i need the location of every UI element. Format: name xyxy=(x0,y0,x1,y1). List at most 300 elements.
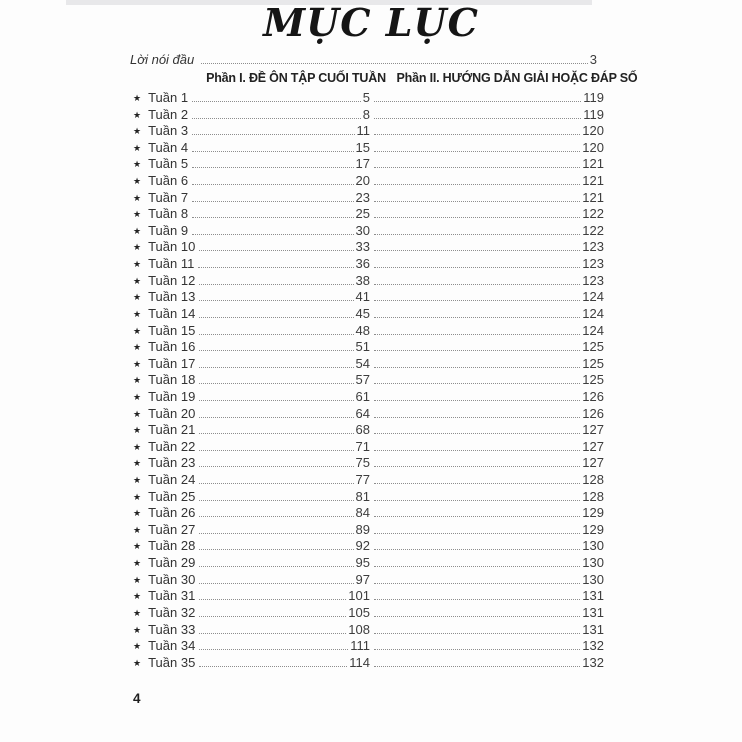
star-icon: ★ xyxy=(133,491,142,502)
dot-leader xyxy=(374,450,580,451)
dot-leader xyxy=(199,300,353,301)
toc-entry-page-part1: 54 xyxy=(355,355,370,371)
toc-row-part1-cell xyxy=(133,256,370,273)
toc-entry-page-part1: 114 xyxy=(349,654,370,670)
dot-leader xyxy=(374,134,580,135)
toc-row xyxy=(133,622,604,639)
toc-row xyxy=(133,389,604,406)
dot-leader xyxy=(374,217,580,218)
toc-row xyxy=(133,190,604,207)
toc-entry-page-part1: 15 xyxy=(355,139,370,155)
toc-entry-page-part1: 68 xyxy=(355,422,370,438)
toc-entry-page-part1: 23 xyxy=(355,189,370,205)
toc-entry-page-part1: 51 xyxy=(355,339,370,355)
toc-entry-page-part2: 127 xyxy=(582,455,604,471)
toc-entry-page-part2: 121 xyxy=(582,189,604,205)
toc-row-part2-cell xyxy=(370,239,604,256)
toc-entry-page-part1: 57 xyxy=(355,372,370,388)
dot-leader xyxy=(374,583,580,584)
toc-row-part2-cell xyxy=(370,90,604,107)
toc-entry-page-part2: 131 xyxy=(582,588,604,604)
toc-row xyxy=(133,505,604,522)
toc-row-part1-cell xyxy=(133,140,370,157)
toc-row-part2-cell xyxy=(370,538,604,555)
toc-row-part2-cell xyxy=(370,339,604,356)
toc-row-part1-cell xyxy=(133,505,370,522)
toc-row-part1-cell xyxy=(133,472,370,489)
toc-row-part2-cell xyxy=(370,422,604,439)
toc-row-part1-cell xyxy=(133,572,370,589)
toc-entry-page-part2: 119 xyxy=(583,106,604,122)
toc-entry-page-part2: 123 xyxy=(582,256,604,272)
dot-leader xyxy=(199,633,346,634)
toc-row xyxy=(133,123,604,140)
toc-row-part1-cell xyxy=(133,156,370,173)
toc-entry-label: Tuần 10 xyxy=(148,239,196,255)
star-icon: ★ xyxy=(133,591,142,602)
toc-entry-page-part2: 124 xyxy=(582,305,604,321)
toc-entry-page-part1: 92 xyxy=(355,538,370,554)
dot-leader xyxy=(374,284,580,285)
star-icon: ★ xyxy=(133,192,142,203)
toc-entry-label: Tuần 29 xyxy=(148,555,196,571)
dot-leader xyxy=(374,516,580,517)
star-icon: ★ xyxy=(133,624,142,635)
toc-row xyxy=(133,273,604,290)
star-icon: ★ xyxy=(133,607,142,618)
dot-leader xyxy=(192,134,354,135)
toc-entry-label: Tuần 6 xyxy=(148,173,189,189)
toc-entry-page-part2: 130 xyxy=(582,538,604,554)
toc-entry-label: Tuần 15 xyxy=(148,322,196,338)
dot-leader xyxy=(374,234,580,235)
toc-entry-label: Tuần 8 xyxy=(148,206,189,222)
dot-leader xyxy=(192,234,353,235)
toc-entry-label: Tuần 23 xyxy=(148,455,196,471)
toc-entry-label: Tuần 13 xyxy=(148,289,196,305)
dot-leader xyxy=(374,201,580,202)
toc-row-part2-cell xyxy=(370,173,604,190)
toc-row-part2-cell xyxy=(370,622,604,639)
toc-entry-label: Tuần 28 xyxy=(148,538,196,554)
toc-row xyxy=(133,572,604,589)
toc-entry-label: Tuần 27 xyxy=(148,521,196,537)
dot-leader xyxy=(199,317,353,318)
dot-leader xyxy=(199,599,346,600)
toc-entry-label: Tuần 3 xyxy=(148,123,189,139)
dot-leader xyxy=(374,633,580,634)
dot-leader xyxy=(374,400,580,401)
toc-entry-page-part2: 127 xyxy=(582,438,604,454)
toc-row-part2-cell xyxy=(370,223,604,240)
star-icon: ★ xyxy=(133,524,142,535)
toc-row-part2-cell xyxy=(370,156,604,173)
toc-entry-page-part1: 48 xyxy=(355,322,370,338)
dot-leader xyxy=(199,583,353,584)
toc-entry-page-part2: 119 xyxy=(583,90,604,105)
star-icon: ★ xyxy=(133,209,142,220)
toc-row-part1-cell xyxy=(133,123,370,140)
toc-entry-page-part1: 97 xyxy=(355,571,370,587)
toc-row-part1-cell xyxy=(133,622,370,639)
preface-page-number: 3 xyxy=(589,52,597,67)
toc-row-part1-cell xyxy=(133,90,370,107)
dot-leader xyxy=(199,433,353,434)
dot-leader xyxy=(374,483,580,484)
dot-leader xyxy=(374,500,580,501)
dot-leader xyxy=(374,300,580,301)
dot-leader xyxy=(199,334,353,335)
preface-label: Lời nói đầu xyxy=(130,52,195,67)
toc-row xyxy=(133,455,604,472)
toc-row-part2-cell xyxy=(370,439,604,456)
toc-row-part2-cell xyxy=(370,472,604,489)
toc-entry-page-part1: 8 xyxy=(362,106,370,122)
toc-row xyxy=(133,638,604,655)
toc-entry-page-part2: 124 xyxy=(582,322,604,338)
toc-row xyxy=(133,306,604,323)
star-icon: ★ xyxy=(133,657,142,668)
star-icon: ★ xyxy=(133,508,142,519)
dot-leader xyxy=(374,334,580,335)
toc-row-part2-cell xyxy=(370,522,604,539)
dot-leader xyxy=(374,250,580,251)
toc-entry-page-part1: 38 xyxy=(355,272,370,288)
toc-entry-label: Tuần 35 xyxy=(148,654,196,670)
dot-leader xyxy=(374,101,581,102)
toc-row-part1-cell xyxy=(133,190,370,207)
toc-row-part2-cell xyxy=(370,140,604,157)
toc-entry-page-part1: 105 xyxy=(348,604,370,620)
toc-row xyxy=(133,489,604,506)
toc-entry-label: Tuần 19 xyxy=(148,388,196,404)
dot-leader xyxy=(374,533,580,534)
toc-row-part1-cell xyxy=(133,489,370,506)
toc-row xyxy=(133,555,604,572)
toc-entry-page-part2: 131 xyxy=(582,621,604,637)
dot-leader xyxy=(374,433,580,434)
toc-row-part2-cell xyxy=(370,306,604,323)
dot-leader xyxy=(374,167,580,168)
toc-row xyxy=(133,439,604,456)
toc-row-part2-cell xyxy=(370,323,604,340)
toc-row-part1-cell xyxy=(133,555,370,572)
dot-leader xyxy=(199,666,347,667)
toc-row xyxy=(133,156,604,173)
toc-row-part2-cell xyxy=(370,455,604,472)
toc-row-part1-cell xyxy=(133,406,370,423)
star-icon: ★ xyxy=(133,142,142,153)
toc-row-part1-cell xyxy=(133,455,370,472)
toc-row xyxy=(133,90,604,107)
toc-row-part2-cell xyxy=(370,555,604,572)
toc-row-part2-cell xyxy=(370,356,604,373)
toc-row xyxy=(133,655,604,672)
toc-row-part1-cell xyxy=(133,655,370,672)
toc-entry-page-part2: 126 xyxy=(582,405,604,421)
toc-row-part2-cell xyxy=(370,406,604,423)
toc-entry-page-part1: 20 xyxy=(355,173,370,189)
toc-row-part1-cell xyxy=(133,323,370,340)
star-icon: ★ xyxy=(133,425,142,436)
toc-row-part2-cell xyxy=(370,123,604,140)
toc-row-part1-cell xyxy=(133,223,370,240)
toc-entry-label: Tuần 33 xyxy=(148,621,196,637)
toc-entry-label: Tuần 16 xyxy=(148,339,196,355)
star-icon: ★ xyxy=(133,641,142,652)
toc-entry-page-part2: 125 xyxy=(582,355,604,371)
toc-entry-page-part1: 84 xyxy=(355,505,370,521)
dot-leader xyxy=(192,217,353,218)
toc-entry-page-part1: 45 xyxy=(355,305,370,321)
toc-entry-page-part2: 121 xyxy=(582,173,604,189)
star-icon: ★ xyxy=(133,408,142,419)
star-icon: ★ xyxy=(133,558,142,569)
toc-row xyxy=(133,289,604,306)
dot-leader xyxy=(374,566,580,567)
toc-entry-page-part2: 132 xyxy=(582,654,604,670)
toc-entry-label: Tuần 34 xyxy=(148,638,196,654)
star-icon: ★ xyxy=(133,325,142,336)
toc-row-part1-cell xyxy=(133,339,370,356)
toc-row-part1-cell xyxy=(133,372,370,389)
toc-row-part1-cell xyxy=(133,638,370,655)
toc-entry-label: Tuần 21 xyxy=(148,422,196,438)
toc-entry-page-part2: 131 xyxy=(582,604,604,620)
toc-entry-page-part2: 122 xyxy=(582,206,604,222)
toc-entry-label: Tuần 25 xyxy=(148,488,196,504)
star-icon: ★ xyxy=(133,292,142,303)
dot-leader xyxy=(199,450,353,451)
toc-entry-page-part2: 132 xyxy=(582,638,604,654)
toc-entry-label: Tuần 31 xyxy=(148,588,196,604)
toc-entry-page-part2: 128 xyxy=(582,488,604,504)
dot-leader xyxy=(199,500,353,501)
toc-row-part1-cell xyxy=(133,439,370,456)
dot-leader xyxy=(374,367,580,368)
dot-leader xyxy=(199,566,353,567)
toc-row xyxy=(133,605,604,622)
star-icon: ★ xyxy=(133,93,142,103)
toc-entry-label: Tuần 24 xyxy=(148,472,196,488)
column-header-part1: Phần I. ĐỀ ÔN TẬP CUỐI TUẦN xyxy=(206,71,386,85)
toc-row-part2-cell xyxy=(370,206,604,223)
dot-leader xyxy=(199,284,353,285)
toc-row xyxy=(133,372,604,389)
toc-entry-page-part1: 41 xyxy=(355,289,370,305)
toc-row-part2-cell xyxy=(370,605,604,622)
toc-entry-page-part1: 81 xyxy=(355,488,370,504)
star-icon: ★ xyxy=(133,159,142,170)
toc-row-part1-cell xyxy=(133,289,370,306)
toc-row-part1-cell xyxy=(133,206,370,223)
toc-entry-page-part2: 129 xyxy=(582,505,604,521)
dot-leader xyxy=(192,151,353,152)
toc-row xyxy=(133,256,604,273)
dot-leader xyxy=(199,533,353,534)
dot-leader xyxy=(374,350,580,351)
star-icon: ★ xyxy=(133,176,142,187)
toc-row-part1-cell xyxy=(133,522,370,539)
star-icon: ★ xyxy=(133,475,142,486)
toc-entry-label: Tuần 14 xyxy=(148,305,196,321)
toc-entry-page-part1: 95 xyxy=(355,555,370,571)
toc-entry-page-part1: 30 xyxy=(355,222,370,238)
toc-entry-page-part1: 5 xyxy=(362,90,370,105)
dot-leader xyxy=(374,466,580,467)
toc-entry-label: Tuần 12 xyxy=(148,272,196,288)
toc-entry-page-part1: 61 xyxy=(355,388,370,404)
dot-leader xyxy=(374,616,580,617)
toc-row xyxy=(133,588,604,605)
toc-row-part2-cell xyxy=(370,289,604,306)
toc-entry-page-part2: 128 xyxy=(582,472,604,488)
dot-leader xyxy=(374,151,580,152)
toc-row-part1-cell xyxy=(133,273,370,290)
toc-row-part1-cell xyxy=(133,173,370,190)
dot-leader xyxy=(374,118,581,119)
toc-row-part2-cell xyxy=(370,273,604,290)
toc-row xyxy=(133,206,604,223)
toc-row-part2-cell xyxy=(370,655,604,672)
dot-leader xyxy=(374,267,580,268)
toc-entry-page-part1: 101 xyxy=(348,588,370,604)
toc-row-part1-cell xyxy=(133,306,370,323)
toc-entry-page-part1: 89 xyxy=(355,521,370,537)
toc-entry-page-part1: 64 xyxy=(355,405,370,421)
dot-leader xyxy=(374,317,580,318)
toc-row xyxy=(133,239,604,256)
toc-row-part1-cell xyxy=(133,538,370,555)
toc-entry-page-part2: 121 xyxy=(582,156,604,172)
page-number: 4 xyxy=(133,691,141,706)
toc-row-part1-cell xyxy=(133,107,370,124)
star-icon: ★ xyxy=(133,275,142,286)
star-icon: ★ xyxy=(133,225,142,236)
toc-entry-page-part1: 108 xyxy=(348,621,370,637)
dot-leader xyxy=(192,101,361,102)
dot-leader xyxy=(199,417,353,418)
toc-entry-page-part2: 130 xyxy=(582,555,604,571)
star-icon: ★ xyxy=(133,391,142,402)
star-icon: ★ xyxy=(133,342,142,353)
toc-entry-page-part1: 11 xyxy=(356,123,370,139)
toc-row-part1-cell xyxy=(133,588,370,605)
dot-leader xyxy=(199,549,353,550)
toc-entry-page-part2: 130 xyxy=(582,571,604,587)
toc-entry-page-part2: 129 xyxy=(582,521,604,537)
toc-entry-page-part1: 71 xyxy=(355,438,370,454)
toc-row xyxy=(133,107,604,124)
star-icon: ★ xyxy=(133,358,142,369)
toc-row xyxy=(133,406,604,423)
toc-entry-label: Tuần 26 xyxy=(148,505,196,521)
star-icon: ★ xyxy=(133,541,142,552)
toc-entry-page-part1: 75 xyxy=(355,455,370,471)
toc-entry-page-part2: 123 xyxy=(582,239,604,255)
toc-entry-page-part2: 122 xyxy=(582,222,604,238)
toc-entry-label: Tuần 7 xyxy=(148,189,189,205)
toc-row-part2-cell xyxy=(370,489,604,506)
toc-row xyxy=(133,223,604,240)
toc-entry-label: Tuần 2 xyxy=(148,106,189,122)
toc-row-part2-cell xyxy=(370,638,604,655)
dot-leader xyxy=(192,184,353,185)
star-icon: ★ xyxy=(133,109,142,120)
dot-leader xyxy=(192,201,353,202)
star-icon: ★ xyxy=(133,375,142,386)
star-icon: ★ xyxy=(133,308,142,319)
toc-entry-label: Tuần 5 xyxy=(148,156,189,172)
toc-row-part1-cell xyxy=(133,356,370,373)
dot-leader xyxy=(199,367,353,368)
toc-row-part2-cell xyxy=(370,190,604,207)
toc-entry-page-part1: 111 xyxy=(350,638,370,654)
toc-row-part1-cell xyxy=(133,422,370,439)
toc-entry-page-part1: 25 xyxy=(355,206,370,222)
dot-leader xyxy=(199,516,353,517)
toc-row xyxy=(133,538,604,555)
star-icon: ★ xyxy=(133,126,142,137)
toc-row xyxy=(133,339,604,356)
toc-entry-label: Tuần 9 xyxy=(148,222,189,238)
dot-leader xyxy=(192,167,353,168)
toc-row xyxy=(133,422,604,439)
toc-entry-page-part2: 124 xyxy=(582,289,604,305)
toc-row-part2-cell xyxy=(370,572,604,589)
dot-leader xyxy=(199,350,353,351)
star-icon: ★ xyxy=(133,259,142,270)
dot-leader xyxy=(199,250,353,251)
toc-row xyxy=(133,356,604,373)
star-icon: ★ xyxy=(133,574,142,585)
toc-row-part1-cell xyxy=(133,239,370,256)
dot-leader xyxy=(374,383,580,384)
page-title: MỤC LỤC xyxy=(263,0,479,45)
toc-row-part2-cell xyxy=(370,372,604,389)
dot-leader xyxy=(199,383,353,384)
dot-leader xyxy=(374,417,580,418)
dot-leader xyxy=(374,666,580,667)
column-header-part2: Phần II. HƯỚNG DẪN GIẢI HOẶC ĐÁP SỐ xyxy=(396,71,638,85)
toc-entry-page-part1: 36 xyxy=(355,256,370,272)
toc-entry-page-part2: 123 xyxy=(582,272,604,288)
dot-leader xyxy=(199,649,348,650)
toc-entry-page-part2: 126 xyxy=(582,388,604,404)
toc-row-part2-cell xyxy=(370,107,604,124)
toc-entry-page-part2: 127 xyxy=(582,422,604,438)
toc-entry-label: Tuần 30 xyxy=(148,571,196,587)
star-icon: ★ xyxy=(133,458,142,469)
star-icon: ★ xyxy=(133,242,142,253)
toc-entry-page-part2: 125 xyxy=(582,372,604,388)
dot-leader xyxy=(199,400,353,401)
toc-entry-page-part1: 33 xyxy=(355,239,370,255)
dot-leader xyxy=(199,483,353,484)
toc-row-part2-cell xyxy=(370,389,604,406)
toc-row xyxy=(133,323,604,340)
toc-row xyxy=(133,173,604,190)
toc-row xyxy=(133,472,604,489)
toc-entry-label: Tuần 20 xyxy=(148,405,196,421)
toc-entry-label: Tuần 17 xyxy=(148,355,196,371)
toc-entry-page-part2: 120 xyxy=(582,139,604,155)
toc-row-part1-cell xyxy=(133,389,370,406)
toc-entry-page-part1: 17 xyxy=(355,156,370,172)
toc-entry-label: Tuần 1 xyxy=(148,90,189,105)
dot-leader xyxy=(374,649,580,650)
toc-entries xyxy=(133,90,604,671)
